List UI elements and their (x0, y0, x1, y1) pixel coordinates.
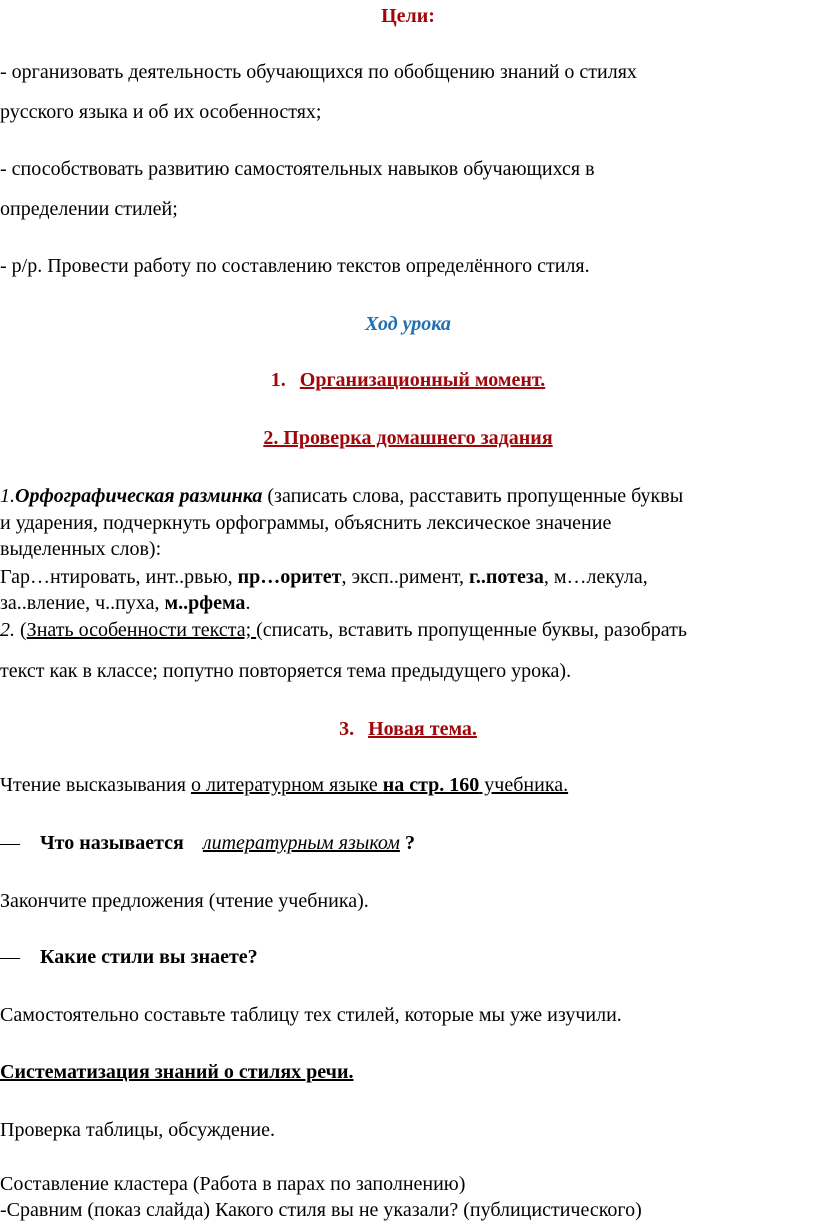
section-2-heading: 2. Проверка домашнего задания (263, 427, 553, 449)
question-2-text: Какие стили вы знаете? (40, 946, 258, 968)
task-1-title: Орфографическая разминка (15, 485, 263, 507)
task-2-line-2: текст как в классе; попутно повторяется тема предыдущего урока). (0, 660, 572, 682)
table-task: Самостоятельно составьте таблицу тех стилей, которые мы уже изучили. (0, 1004, 622, 1026)
question-1 (0, 831, 415, 855)
question-2-dash: — (0, 946, 20, 968)
word-list-line-2 (0, 591, 250, 615)
section-1-title: Организационный момент. (299, 369, 546, 391)
section-3-heading (0, 717, 816, 741)
table-check: Проверка таблицы, обсуждение. (0, 1119, 275, 1141)
question-2 (0, 945, 258, 969)
compare-task: -Сравним (показ слайда) Какого стиля вы не указали? (публицистического) (0, 1199, 642, 1221)
task-1-line-3: выделенных слов): (0, 538, 162, 560)
reading-task (0, 773, 568, 797)
task-1-line-1 (0, 484, 683, 508)
goal-line-5: - р/р. Провести работу по составлению текстов определённого стиля. (0, 255, 590, 277)
task-2-paren: ( (15, 619, 27, 641)
question-1-text: Что называется (40, 832, 189, 854)
systematization-heading: Систематизация знаний о стилях речи. (0, 1061, 354, 1083)
task-1-number: 1. (0, 485, 15, 507)
cluster-task: Составление кластера (Работа в парах по заполнению) (0, 1173, 466, 1195)
goal-line-3: - способствовать развитию самостоятельных навыков обучающихся в (0, 158, 595, 180)
finish-sentences: Закончите предложения (чтение учебника). (0, 890, 369, 912)
task-2-instructions: (списать, вставить пропущенные буквы, разобрать (256, 619, 687, 641)
word-list-line-1 (0, 565, 648, 589)
task-1-line-2: и ударения, подчеркнуть орфограммы, объяснить лексическое значение (0, 512, 612, 534)
goal-line-1: - организовать деятельность обучающихся по обобщению знаний о стилях (0, 61, 637, 83)
goal-line-2: русского языка и об их особенностях; (0, 101, 322, 123)
section-1-number: 1. (270, 369, 286, 391)
word-bold: пр…оритет (237, 566, 342, 588)
question-1-dash: — (0, 832, 20, 854)
word-bold: м..рфема (164, 592, 246, 614)
question-1-mark: ? (399, 832, 415, 854)
word-bold: г..потеза (469, 566, 544, 588)
reading-page: на стр. 160 (382, 774, 480, 796)
task-2-number: 2. (0, 619, 15, 641)
task-1-instructions: (записать слова, расставить пропущенные буквы (262, 485, 684, 507)
task-2-line-1 (0, 618, 687, 642)
section-1-heading (0, 368, 816, 392)
reading-topic: о литературном языке (190, 774, 383, 796)
section-3-number: 3. (339, 718, 355, 740)
reading-book: учебника. (479, 774, 569, 796)
section-3-title: Новая тема. (368, 718, 477, 740)
word-plain: . (245, 592, 251, 614)
task-2-title: Знать особенности текста; (26, 619, 257, 641)
goal-line-4: определении стилей; (0, 198, 178, 220)
word-plain: , м…лекула, (543, 566, 648, 588)
lesson-heading: Ход урока (365, 313, 451, 335)
word-plain: , эксп..римент, (341, 566, 470, 588)
question-1-term: литературным языком (202, 832, 400, 854)
word-plain: Гар…нтировать, инт..рвью, (0, 566, 238, 588)
word-plain: за..вление, ч..пуха, (0, 592, 165, 614)
reading-text: Чтение высказывания (0, 774, 191, 796)
page-title: Цели: (381, 5, 435, 27)
